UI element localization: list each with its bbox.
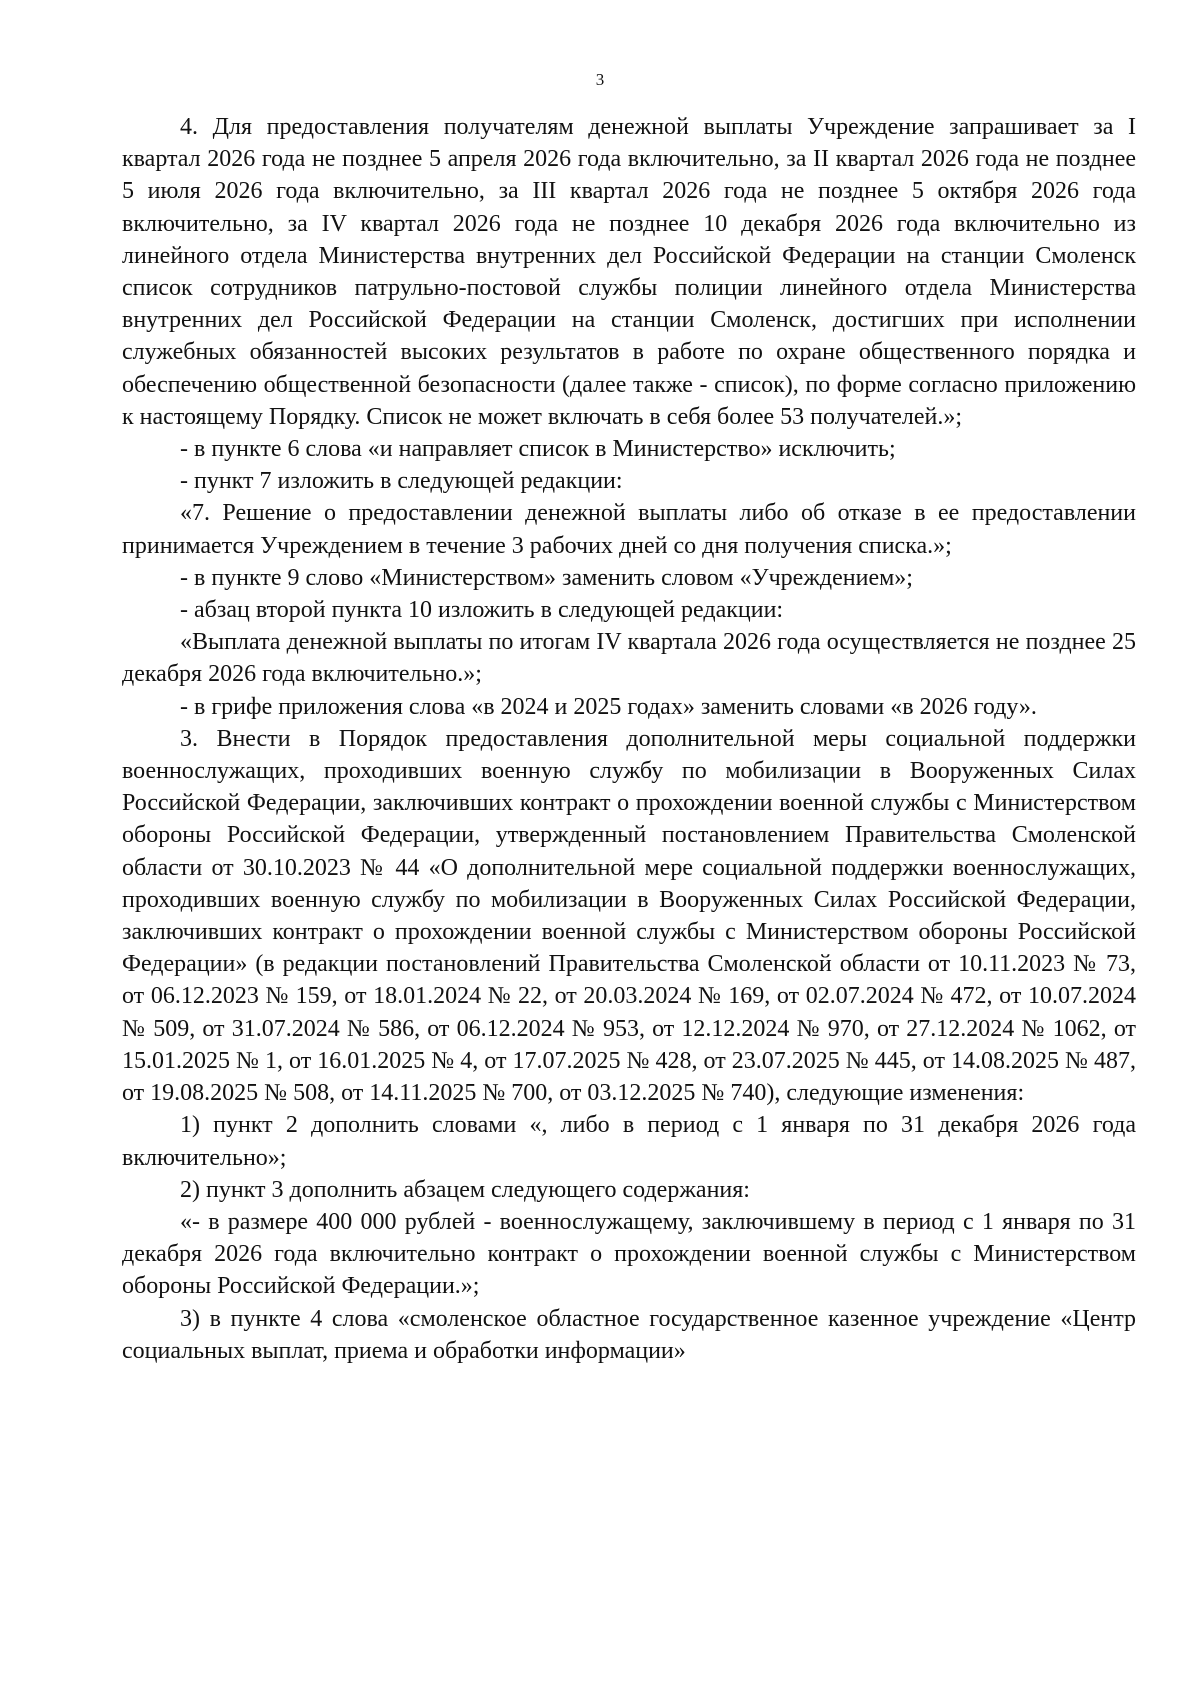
paragraph-appendix-header-change: - в грифе приложения слова «в 2024 и 2025 годах» заменить словами «в 2026 году». [180, 693, 1037, 720]
paragraph-point-7-intro: - пункт 7 изложить в следующей редакции: [180, 468, 623, 495]
paragraph-item-4-recipients-list: 4. Для предоставления получателям денежной выплаты Учреждение запрашивает за I квартал 2026 года не позднее 5 апреля 2026 года включительно, за II квартал 2026 года не позднее 5 июля 2026 года включительно, за III квартал 2026 года не позднее 5 октября 2026 года включительно, за IV квартал 2026 года не позднее 10 декабря 2026 года включительно из линейного отдела Министерства внутренних дел Российской Федерации на станции Смоленск список сотрудников патрульно-постовой службы полиции линейного отдела Министерства внутренних дел Российской Федерации на станции Смоленск, достигших при исполнении служебных обязанностей высоких результатов в работе по охране общественного порядка и обеспечению общественной безопасности (далее также - список), по форме согласно приложению к настоящему Порядку. Список не может включать в себя более 53 получателей.»; [122, 114, 1136, 430]
paragraph-amendment-3: 3) в пункте 4 слова «смоленское областное государственное казенное учреждение «Центр социальных выплат, приема и обработки информации» [122, 1305, 1136, 1364]
paragraph-point-7-new-text: «7. Решение о предоставлении денежной выплаты либо об отказе в ее предоставлении принимается Учреждением в течение 3 рабочих дней со дня получения списка.»; [122, 500, 1136, 559]
paragraph-amendment-2-intro: 2) пункт 3 дополнить абзацем следующего содержания: [180, 1176, 750, 1203]
paragraph-amendment-2-new-text: «- в размере 400 000 рублей - военнослужащему, заключившему в период с 1 января по 31 декабря 2026 года включительно контракт о прохождении военной службы с Министерством обороны Российской Федерации.»; [122, 1208, 1136, 1300]
paragraph-amendment-1: 1) пункт 2 дополнить словами «, либо в период с 1 января по 31 декабря 2026 года включительно»; [122, 1112, 1136, 1171]
paragraph-section-3-amendments: 3. Внести в Порядок предоставления дополнительной меры социальной поддержки военнослужащих, проходивших военную службу по мобилизации в Вооруженных Силах Российской Федерации, заключивших контракт о прохождении военной службы с Министерством обороны Российской Федерации, утвержденный постановлением Правительства Смоленской области от 30.10.2023 № 44 «О дополнительной мере социальной поддержки военнослужащих, проходивших военную службу по мобилизации в Вооруженных Силах Российской Федерации, заключивших контракт о прохождении военной службы с Министерством обороны Российской Федерации» (в редакции постановлений Правительства Смоленской области от 10.11.2023 № 73, от 06.12.2023 № 159, от 18.01.2024 № 22, от 20.03.2024 № 169, от 02.07.2024 № 472, от 10.07.2024 № 509, от 31.07.2024 № 586, от 06.12.2024 № 953, от 12.12.2024 № 970, от 27.12.2024 № 1062, от 15.01.2025 № 1, от 16.01.2025 № 4, от 17.07.2025 № 428, от 23.07.2025 № 445, от 14.08.2025 № 487, от 19.08.2025 № 508, от 14.11.2025 № 700, от 03.12.2025 № 740), следующие изменения: [122, 725, 1136, 1107]
paragraph-point-6-change: - в пункте 6 слова «и направляет список в Министерство» исключить; [180, 436, 896, 463]
document-body [122, 111, 1136, 1367]
paragraph-point-10-new-text: «Выплата денежной выплаты по итогам IV квартала 2026 года осуществляется не позднее 25 декабря 2026 года включительно.»; [122, 629, 1136, 688]
page-number: 3 [595, 70, 605, 89]
paragraph-point-10-intro: - абзац второй пункта 10 изложить в следующей редакции: [180, 597, 784, 624]
paragraph-point-9-change: - в пункте 9 слово «Министерством» заменить словом «Учреждением»; [180, 564, 913, 591]
